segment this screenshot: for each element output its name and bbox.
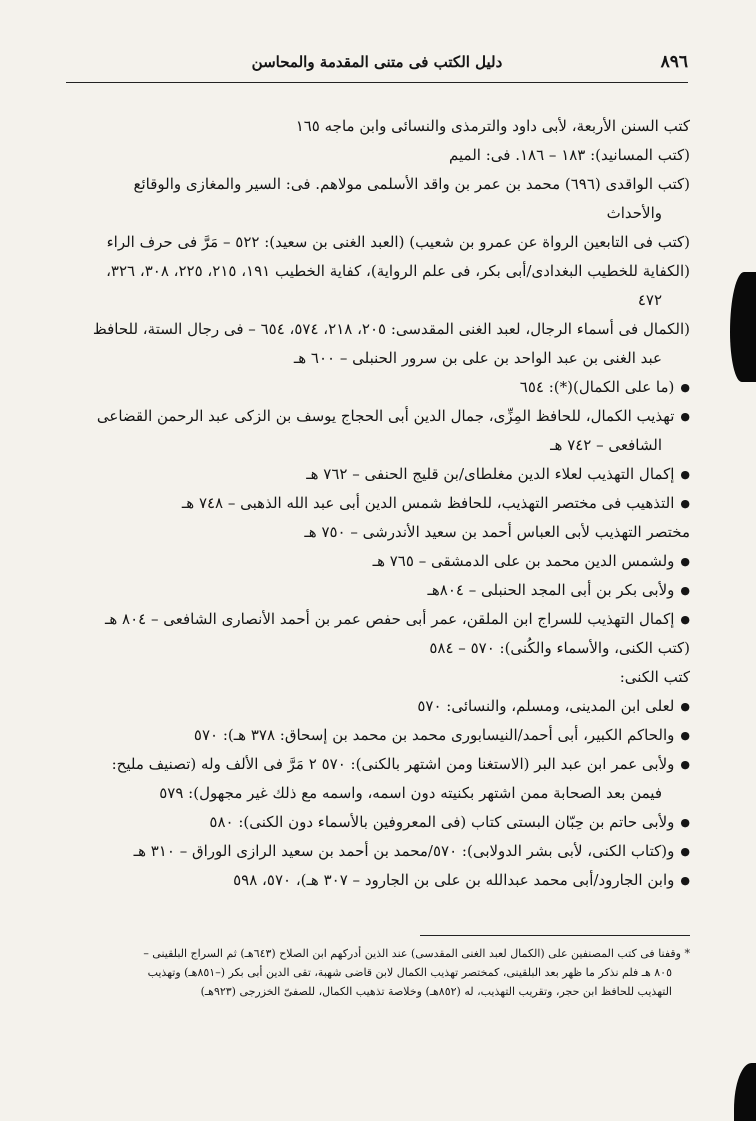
index-entry-bullet: ● إكمال التهذيب للسراج ابن الملقن، عمر أبى حفص عمر بن أحمد الأنصارى الشافعى – ٨٠٤ هـ [64, 605, 690, 634]
index-entry-bullet: ● تهذيب الكمال، للحافظ المِزِّى، جمال الدين أبى الحجاج يوسف بن الزكى عبد الرحمن القضاعى [64, 402, 690, 431]
index-entry-bullet: ● و(كتاب الكنى، لأبى بشر الدولابى): ٥٧٠/محمد بن أحمد بن سعيد الرازى الوراق – ٣١٠ هـ [64, 837, 690, 866]
footnote-rule [420, 935, 690, 936]
index-entry-line: مختصر التهذيب لأبى العباس أحمد بن سعيد الأندرشى – ٧٥٠ هـ [304, 523, 690, 541]
scan-corner-shadow [734, 1063, 756, 1121]
index-entry-line: كتب السنن الأربعة، لأبى داود والترمذى والنسائى وابن ماجه ١٦٥ [295, 117, 690, 135]
index-entry-line: كتب الكنى: [619, 668, 690, 686]
index-entry-bullet: ● لعلى ابن المدينى، ومسلم، والنسائى: ٥٧٠ [64, 692, 690, 721]
index-entry-line: عبد الغنى بن عبد الواحد بن على بن سرور الحنبلى – ٦٠٠ هـ [293, 349, 662, 367]
index-entry-bullet: ● ولأبى حاتم بن حِبّان البستى كتاب (فى المعروفين بالأسماء دون الكنى): ٥٨٠ [64, 808, 690, 837]
index-entry-line: ٤٧٢ [637, 291, 662, 309]
index-entry-bullet: ● ولأبى بكر بن أبى المجد الحنبلى – ٨٠٤هـ [64, 576, 690, 605]
index-entry-line: (كتب المسانيد): ١٨٣ – ١٨٦. فى: الميم [449, 146, 690, 164]
index-entry-bullet: ● التذهيب فى مختصر التهذيب، للحافظ شمس الدين أبى عبد الله الذهبى – ٧٤٨ هـ [64, 489, 690, 518]
index-entry-bullet: ● وابن الجارود/أبى محمد عبدالله بن على بن الجارود – ٣٠٧ هـ)، ٥٧٠، ٥٩٨ [64, 866, 690, 895]
index-entry-bullet: ● (ما على الكمال)(*): ٦٥٤ [64, 373, 690, 402]
index-entry-bullet: ● والحاكم الكبير، أبى أحمد/النيسابورى محمد بن محمد بن إسحاق: ٣٧٨ هـ): ٥٧٠ [64, 721, 690, 750]
page-number: ٨٩٦ [660, 52, 688, 72]
index-entry-line: فيمن بعد الصحابة ممن اشتهر بكنيته دون اسمه، واسمه مع ذلك غير مجهول): ٥٧٩ [159, 784, 662, 802]
index-entry-line: (كتب الواقدى (٦٩٦) محمد بن عمر بن واقد الأسلمى مولاهم. فى: السير والمغازى والوقائع [133, 175, 690, 193]
footnote-line: التهذيب للحافظ ابن حجر، وتقريب التهذيب، له (٨٥٢هـ) وخلاصة تذهيب الكمال، للصفىّ الخزرجى (٩٢٣هـ) [200, 985, 672, 998]
index-entry-bullet: ● ولشمس الدين محمد بن على الدمشقى – ٧٦٥ هـ [64, 547, 690, 576]
page-header [66, 50, 688, 83]
footnote [64, 944, 690, 1001]
index-entry-line: (الكفاية للخطيب البغدادى/أبى بكر، فى علم الرواية)، كفاية الخطيب ١٩١، ٢١٥، ٢٢٥، ٣٠٨، ٣٢٦، [106, 262, 690, 280]
index-body [64, 112, 690, 895]
index-entry-bullet: ● إكمال التهذيب لعلاء الدين مغلطاى/بن قليج الحنفى – ٧٦٢ هـ [64, 460, 690, 489]
index-entry-line: الشافعى – ٧٤٢ هـ [550, 436, 662, 454]
index-entry-line: والأحداث [606, 204, 662, 222]
index-entry-bullet: ● ولأبى عمر ابن عبد البر (الاستغنا ومن اشتهر بالكنى): ٥٧٠ ٢ مَرَّ فى الألف وله (تصنيف مليح: [64, 750, 690, 779]
index-entry-line: (الكمال فى أسماء الرجال، لعبد الغنى المقدسى: ٢٠٥، ٢١٨، ٥٧٤، ٦٥٤ – فى رجال الستة، للحافظ [92, 320, 690, 338]
scan-edge-shadow [730, 272, 756, 382]
index-entry-line: (كتب فى التابعين الرواة عن عمرو بن شعيب) (العبد الغنى بن سعيد): ٥٢٢ – مَرَّ فى حرف الراء [106, 233, 690, 251]
running-title: دليل الكتب فى متنى المقدمة والمحاسن [251, 53, 503, 71]
index-entry-line: (كتب الكنى، والأسماء والكُنى): ٥٧٠ – ٥٨٤ [429, 639, 690, 657]
footnote-line: * وقفنا فى كتب المصنفين على (الكمال لعبد الغنى المقدسى) عند الذين أدركهم ابن الصلاح (٦٤٣هـ) ثم السراج البلقينى – [143, 947, 690, 960]
footnote-line: ٨٠٥ هـ فلم نذكر ما ظهر بعد البلقينى، كمختصر تهذيب الكمال لابن قاضى شهبة، تقى الدين أبى بكر (–٨٥١هـ) وتهذيب [147, 966, 672, 979]
